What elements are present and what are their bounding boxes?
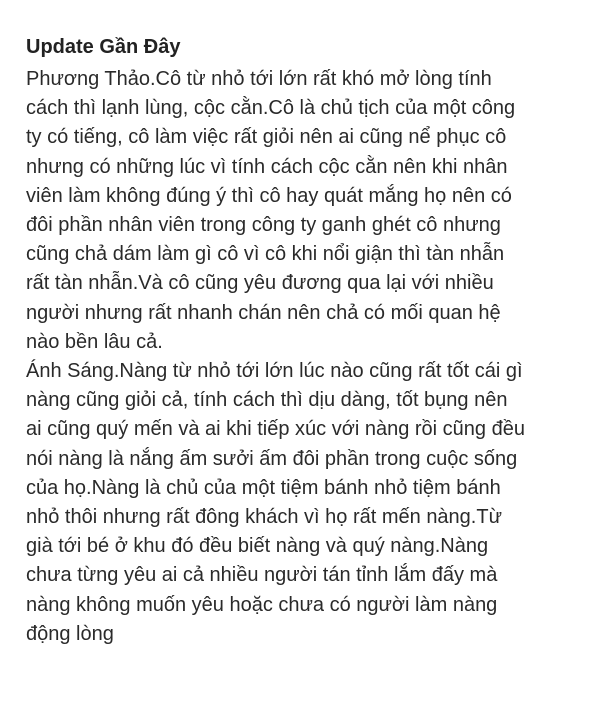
story-line: nhưng có những lúc vì tính cách cộc cằn nên khi nhân xyxy=(26,155,508,178)
story-line: nàng cũng giỏi cả, tính cách thì dịu dàng, tốt bụng nên xyxy=(26,389,508,412)
story-line: động lòng xyxy=(26,622,114,645)
story-line: đôi phần nhân viên trong công ty ganh ghét cô nhưng xyxy=(26,214,501,237)
story-line: nào bền lâu cả. xyxy=(26,330,163,353)
story-line: Phương Thảo.Cô từ nhỏ tới lớn rất khó mở lòng tính xyxy=(26,68,492,90)
story-line: cũng chả dám làm gì cô vì cô khi nổi giận thì tàn nhẫn xyxy=(26,243,505,266)
story-line: rất tàn nhẫn.Và cô cũng yêu đương qua lại với nhiều xyxy=(26,272,494,295)
story-line: Ánh Sáng.Nàng từ nhỏ tới lớn lúc nào cũng rất tốt cái gì xyxy=(26,360,523,383)
story-line: nói nàng là nắng ấm sưởi ấm đôi phần trong cuộc sống xyxy=(26,447,518,470)
story-line: già tới bé ở khu đó đều biết nàng và quý nàng.Nàng xyxy=(26,535,489,558)
story-line: nhỏ thôi nhưng rất đông khách vì họ rất mến nàng.Từ xyxy=(26,506,502,529)
story-body xyxy=(26,65,574,649)
story-line: của họ.Nàng là chủ của một tiệm bánh nhỏ tiệm bánh xyxy=(26,476,501,499)
story-line: ai cũng quý mến và ai khi tiếp xúc với nàng rồi cũng đều xyxy=(26,418,525,441)
story-line: ty có tiếng, cô làm việc rất giỏi nên ai cũng nể phục cô xyxy=(26,126,507,149)
story-line: cách thì lạnh lùng, cộc cằn.Cô là chủ tịch của một công xyxy=(26,97,516,120)
story-line: nàng không muốn yêu hoặc chưa có người làm nàng xyxy=(26,593,498,616)
story-line: chưa từng yêu ai cả nhiều người tán tỉnh lắm đấy mà xyxy=(26,564,498,587)
story-line: người nhưng rất nhanh chán nên chả có mối quan hệ xyxy=(26,301,501,324)
story-line: viên làm không đúng ý thì cô hay quát mắng họ nên có xyxy=(26,184,512,207)
update-heading: Update Gần Đây xyxy=(26,36,181,58)
